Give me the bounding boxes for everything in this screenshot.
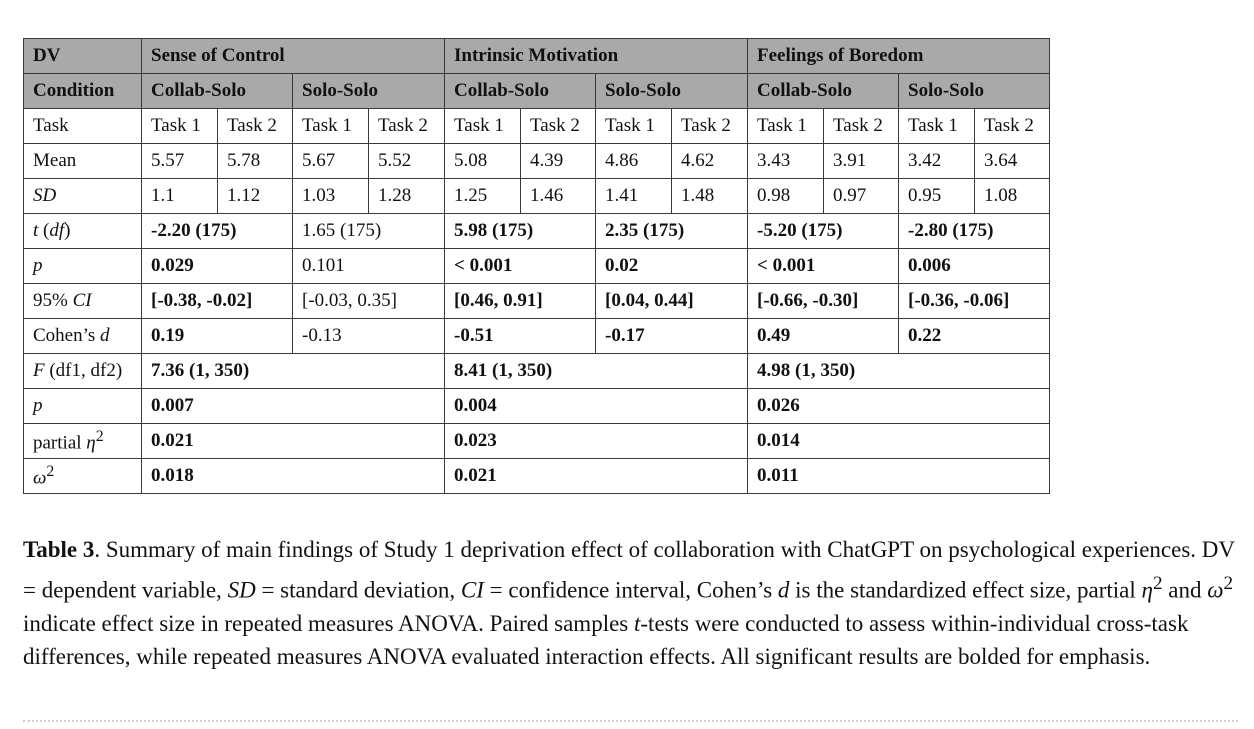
sd-label xyxy=(24,179,142,214)
caption-italic: ω xyxy=(1207,577,1224,603)
caption-italic: η xyxy=(1141,577,1153,603)
t-cell: -5.20 (175) xyxy=(748,214,899,249)
task-cell: Task 1 xyxy=(899,109,975,144)
sd-cell: 1.1 xyxy=(142,179,218,214)
task-cell: Task 2 xyxy=(975,109,1050,144)
eta-superscript: 2 xyxy=(95,427,104,445)
cohens-d-label xyxy=(24,319,142,354)
caption-label: Table 3 xyxy=(23,537,95,562)
ci-cell: [-0.66, -0.30] xyxy=(748,284,899,319)
ci-cell: [-0.36, -0.06] xyxy=(899,284,1050,319)
results-table xyxy=(23,38,1050,494)
mean-cell: 5.78 xyxy=(218,144,293,179)
partial-eta-row xyxy=(24,424,1050,459)
anova-p-cell: 0.026 xyxy=(748,389,1050,424)
caption-text: indicate effect size in repeated measures ANOVA. Paired samples xyxy=(23,610,634,636)
sd-cell: 1.03 xyxy=(293,179,369,214)
omega-superscript: 2 xyxy=(46,462,55,480)
caption-text: = confidence interval, Cohen’s xyxy=(483,577,778,603)
p-cell: 0.006 xyxy=(899,249,1050,284)
omega-row xyxy=(24,459,1050,494)
anova-p-row xyxy=(24,389,1050,424)
dv-label: DV xyxy=(24,39,142,74)
sd-cell: 1.41 xyxy=(596,179,672,214)
ci-cell: [0.46, 0.91] xyxy=(445,284,596,319)
caption-italic: t xyxy=(634,610,641,636)
sd-cell: 0.98 xyxy=(748,179,824,214)
task-cell: Task 1 xyxy=(596,109,672,144)
f-symbol: F xyxy=(33,360,45,381)
t-row xyxy=(24,214,1050,249)
task-row xyxy=(24,109,1050,144)
condition-cell: Solo-Solo xyxy=(596,74,748,109)
f-cell: 8.41 (1, 350) xyxy=(445,354,748,389)
condition-cell: Collab-Solo xyxy=(748,74,899,109)
sd-cell: 0.95 xyxy=(899,179,975,214)
ci-row xyxy=(24,284,1050,319)
sd-cell: 1.28 xyxy=(369,179,445,214)
group-feelings-of-boredom: Feelings of Boredom xyxy=(748,39,1050,74)
partial-eta-cell: 0.023 xyxy=(445,424,748,459)
t-cell: 2.35 (175) xyxy=(596,214,748,249)
sd-label-text: SD xyxy=(33,185,57,206)
cohens-prefix: Cohen’s xyxy=(33,325,96,346)
task-cell: Task 2 xyxy=(521,109,596,144)
cohens-d-cell: -0.17 xyxy=(596,319,748,354)
ci-cell: [0.04, 0.44] xyxy=(596,284,748,319)
caption-text: . Summary of main findings of Study 1 deprivation effect of collaboration with ChatGPT on psychological experiences. DV = dependent variable, xyxy=(23,537,1235,603)
header-row-dv xyxy=(24,39,1050,74)
cohens-d-row xyxy=(24,319,1050,354)
condition-cell: Solo-Solo xyxy=(293,74,445,109)
cohens-d-cell: -0.51 xyxy=(445,319,596,354)
task-cell: Task 2 xyxy=(369,109,445,144)
ci-label xyxy=(24,284,142,319)
p-cell: < 0.001 xyxy=(748,249,899,284)
t-cell: 5.98 (175) xyxy=(445,214,596,249)
cohens-d-cell: 0.22 xyxy=(899,319,1050,354)
mean-cell: 5.57 xyxy=(142,144,218,179)
task-cell: Task 1 xyxy=(293,109,369,144)
mean-cell: 3.43 xyxy=(748,144,824,179)
anova-p-label xyxy=(24,389,142,424)
ci-cell: [-0.03, 0.35] xyxy=(293,284,445,319)
df-symbol: df xyxy=(49,220,65,241)
caption-text: -tests were conducted to assess within-individual cross-task differences, while repeated measures ANOVA evaluated interaction effects. All significant results are bolded for emphasis. xyxy=(23,610,1189,670)
task-cell: Task 1 xyxy=(748,109,824,144)
p-label-text: p xyxy=(33,255,43,276)
t-symbol: t xyxy=(33,220,39,241)
task-cell: Task 2 xyxy=(824,109,899,144)
group-intrinsic-motivation: Intrinsic Motivation xyxy=(445,39,748,74)
t-cell: 1.65 (175) xyxy=(293,214,445,249)
mean-cell: 3.91 xyxy=(824,144,899,179)
p-cell: 0.02 xyxy=(596,249,748,284)
caption-text: is the standardized effect size, partial xyxy=(789,577,1142,603)
mean-cell: 5.52 xyxy=(369,144,445,179)
mean-label: Mean xyxy=(24,144,142,179)
f-row xyxy=(24,354,1050,389)
p-cell: < 0.001 xyxy=(445,249,596,284)
mean-cell: 4.62 xyxy=(672,144,748,179)
omega-cell: 0.018 xyxy=(142,459,445,494)
omega-cell: 0.011 xyxy=(748,459,1050,494)
mean-cell: 5.67 xyxy=(293,144,369,179)
caption-superscript: 2 xyxy=(1152,572,1163,594)
mean-cell: 3.42 xyxy=(899,144,975,179)
task-label: Task xyxy=(24,109,142,144)
eta-symbol: η xyxy=(86,432,96,454)
f-df-text: (df1, df2) xyxy=(49,360,123,381)
t-cell: -2.20 (175) xyxy=(142,214,293,249)
omega-symbol: ω xyxy=(33,467,47,489)
p-label xyxy=(24,249,142,284)
ci-symbol: CI xyxy=(72,290,92,311)
t-cell: -2.80 (175) xyxy=(899,214,1050,249)
group-sense-of-control: Sense of Control xyxy=(142,39,445,74)
partial-prefix: partial xyxy=(33,432,82,454)
mean-cell: 3.64 xyxy=(975,144,1050,179)
sd-cell: 1.25 xyxy=(445,179,521,214)
caption-italic: d xyxy=(777,577,790,603)
sd-cell: 1.48 xyxy=(672,179,748,214)
cohens-d-cell: 0.49 xyxy=(748,319,899,354)
sd-cell: 1.12 xyxy=(218,179,293,214)
partial-eta-cell: 0.021 xyxy=(142,424,445,459)
f-label xyxy=(24,354,142,389)
condition-cell: Solo-Solo xyxy=(899,74,1050,109)
dotted-divider xyxy=(23,720,1238,722)
f-cell: 4.98 (1, 350) xyxy=(748,354,1050,389)
omega-label xyxy=(24,459,142,494)
caption-text: = standard deviation, xyxy=(255,577,461,603)
caption-italic: SD xyxy=(227,577,256,603)
sd-cell: 1.08 xyxy=(975,179,1050,214)
task-cell: Task 2 xyxy=(218,109,293,144)
f-cell: 7.36 (1, 350) xyxy=(142,354,445,389)
anova-p-label-text: p xyxy=(33,395,43,416)
sd-cell: 1.46 xyxy=(521,179,596,214)
condition-cell: Collab-Solo xyxy=(142,74,293,109)
anova-p-cell: 0.007 xyxy=(142,389,445,424)
caption-text: and xyxy=(1162,577,1208,603)
caption-italic: CI xyxy=(460,577,484,603)
ci-cell: [-0.38, -0.02] xyxy=(142,284,293,319)
partial-eta-cell: 0.014 xyxy=(748,424,1050,459)
sd-cell: 0.97 xyxy=(824,179,899,214)
caption-superscript: 2 xyxy=(1223,572,1234,594)
ci-prefix: 95% xyxy=(33,290,68,311)
cohens-d-cell: 0.19 xyxy=(142,319,293,354)
partial-eta-label xyxy=(24,424,142,459)
sd-row xyxy=(24,179,1050,214)
omega-cell: 0.021 xyxy=(445,459,748,494)
table-caption xyxy=(23,533,1238,674)
d-symbol: d xyxy=(100,325,110,346)
mean-cell: 4.39 xyxy=(521,144,596,179)
task-cell: Task 1 xyxy=(142,109,218,144)
p-row xyxy=(24,249,1050,284)
task-cell: Task 1 xyxy=(445,109,521,144)
condition-cell: Collab-Solo xyxy=(445,74,596,109)
condition-label: Condition xyxy=(24,74,142,109)
task-cell: Task 2 xyxy=(672,109,748,144)
header-row-condition xyxy=(24,74,1050,109)
p-cell: 0.101 xyxy=(293,249,445,284)
t-label: t (df) xyxy=(24,214,142,249)
mean-cell: 4.86 xyxy=(596,144,672,179)
mean-cell: 5.08 xyxy=(445,144,521,179)
cohens-d-cell: -0.13 xyxy=(293,319,445,354)
mean-row xyxy=(24,144,1050,179)
p-cell: 0.029 xyxy=(142,249,293,284)
anova-p-cell: 0.004 xyxy=(445,389,748,424)
